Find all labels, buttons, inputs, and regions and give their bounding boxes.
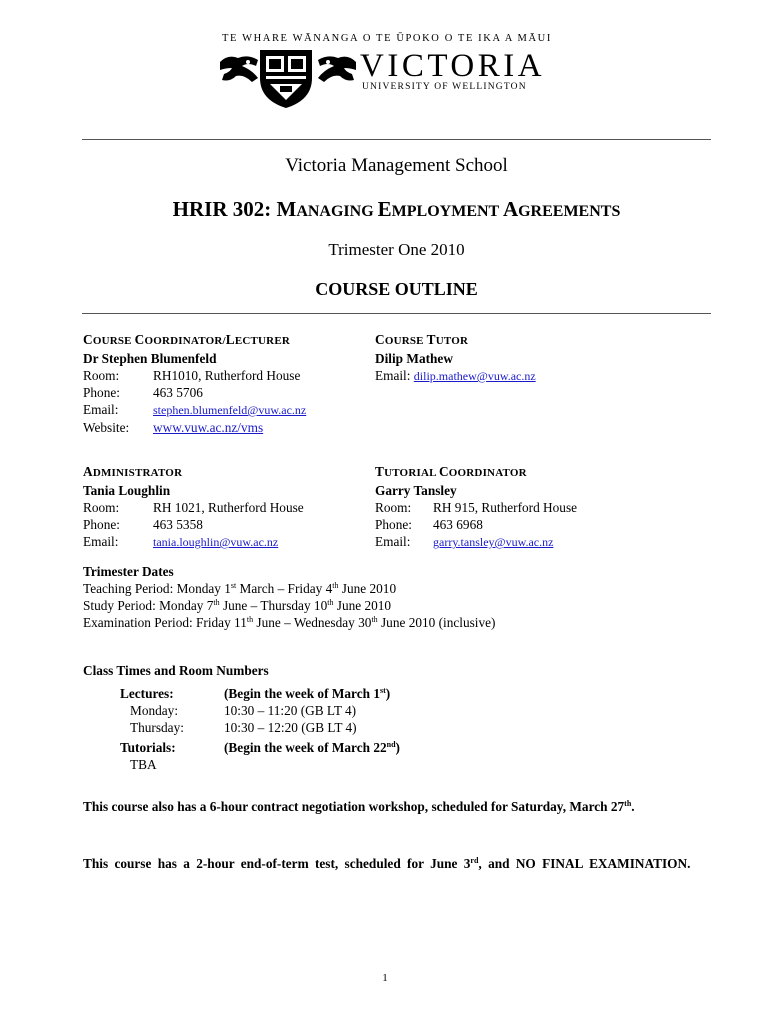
class-times-table bbox=[83, 685, 703, 773]
tutorial-coordinator-heading: TUTORIAL COORDINATOR bbox=[375, 464, 527, 479]
coordinator-website: Website: www.vuw.ac.nz/vms bbox=[83, 420, 264, 435]
administrator-name: Tania Loughlin bbox=[83, 483, 171, 498]
coordinator-block bbox=[83, 331, 373, 436]
administrator-phone: Phone: 463 5358 bbox=[83, 517, 203, 532]
workshop-note: This course also has a 6-hour contract negotiation workshop, scheduled for Saturday, March 27th. bbox=[83, 799, 635, 814]
tutorials-label: Tutorials: bbox=[120, 740, 176, 755]
outline-heading: COURSE OUTLINE bbox=[315, 279, 478, 299]
right-taniwha-icon bbox=[316, 52, 358, 97]
university-motto: TE WHARE WĀNANGA O TE ŪPOKO O TE IKA A MĀUI bbox=[222, 33, 552, 44]
tutorials-row bbox=[83, 739, 703, 756]
tutor-email-link[interactable]: dilip.mathew@vuw.ac.nz bbox=[413, 369, 536, 383]
administrator-block bbox=[83, 463, 373, 551]
tutorial-coordinator-block bbox=[375, 463, 705, 551]
administrator-room: Room: RH 1021, Rutherford House bbox=[83, 500, 304, 515]
outline-rule bbox=[82, 313, 711, 314]
tutorial-coordinator-phone: Phone: 463 6968 bbox=[375, 517, 483, 532]
coordinator-email: Email: stephen.blumenfeld@vuw.ac.nz bbox=[83, 402, 307, 417]
coordinator-phone: Phone: 463 5706 bbox=[83, 385, 203, 400]
tba-row: TBA bbox=[130, 757, 157, 772]
tutorial-coordinator-room: Room: RH 915, Rutherford House bbox=[375, 500, 578, 515]
administrator-email-link[interactable]: tania.loughlin@vuw.ac.nz bbox=[153, 535, 279, 549]
university-crest-icon bbox=[258, 48, 314, 115]
lectures-note: (Begin the week of March 1st) bbox=[224, 686, 391, 701]
tutor-email: Email: dilip.mathew@vuw.ac.nz bbox=[375, 368, 536, 383]
tutorial-coordinator-name: Garry Tansley bbox=[375, 483, 457, 498]
thursday-row: Thursday: 10:30 – 12:20 (GB LT 4) bbox=[130, 720, 357, 735]
teaching-period: Teaching Period: Monday 1st March – Friday 4th June 2010 bbox=[83, 581, 397, 596]
tutor-heading: COURSE TUTOR bbox=[375, 332, 469, 347]
study-period: Study Period: Monday 7th June – Thursday 10th June 2010 bbox=[83, 598, 392, 613]
trimester-label: Trimester One 2010 bbox=[328, 240, 465, 259]
lectures-label: Lectures: bbox=[120, 686, 174, 701]
tutorial-coordinator-email-link[interactable]: garry.tansley@vuw.ac.nz bbox=[433, 535, 554, 549]
left-taniwha-icon bbox=[218, 52, 260, 97]
header-rule bbox=[82, 139, 711, 140]
tutor-name: Dilip Mathew bbox=[375, 351, 453, 366]
school-name: Victoria Management School bbox=[285, 155, 508, 176]
tutorial-coordinator-email: Email: garry.tansley@vuw.ac.nz bbox=[375, 534, 554, 549]
administrator-email: Email: tania.loughlin@vuw.ac.nz bbox=[83, 534, 279, 549]
coordinator-website-link[interactable]: www.vuw.ac.nz/vms bbox=[153, 420, 264, 435]
class-times-heading: Class Times and Room Numbers bbox=[83, 663, 269, 678]
test-note: This course has a 2-hour end-of-term test, scheduled for June 3rd, and NO FINAL EXAMINATION. bbox=[83, 856, 691, 871]
monday-row: Monday: 10:30 – 11:20 (GB LT 4) bbox=[130, 703, 357, 718]
coordinator-room: Room: RH1010, Rutherford House bbox=[83, 368, 301, 383]
trimester-dates-heading: Trimester Dates bbox=[83, 564, 174, 579]
coordinator-heading: COURSE COORDINATOR/LECTURER bbox=[83, 332, 290, 347]
examination-period: Examination Period: Friday 11th June – Wednesday 30th June 2010 (inclusive) bbox=[83, 615, 496, 630]
administrator-heading: ADMINISTRATOR bbox=[83, 464, 183, 479]
university-subtitle: UNIVERSITY OF WELLINGTON bbox=[362, 82, 527, 92]
trimester-dates-block bbox=[83, 563, 703, 631]
page-number: 1 bbox=[382, 972, 388, 984]
coordinator-email-link[interactable]: stephen.blumenfeld@vuw.ac.nz bbox=[153, 403, 307, 417]
lectures-row bbox=[83, 685, 703, 702]
coordinator-name: Dr Stephen Blumenfeld bbox=[83, 351, 217, 366]
university-name: VICTORIA bbox=[360, 48, 546, 84]
course-code: HRIR 302: bbox=[172, 197, 277, 221]
course-title: HRIR 302: MANAGING EMPLOYMENT AGREEMENTS bbox=[172, 197, 621, 221]
tutor-block bbox=[375, 331, 705, 385]
tutorials-note: (Begin the week of March 22nd) bbox=[224, 740, 400, 755]
